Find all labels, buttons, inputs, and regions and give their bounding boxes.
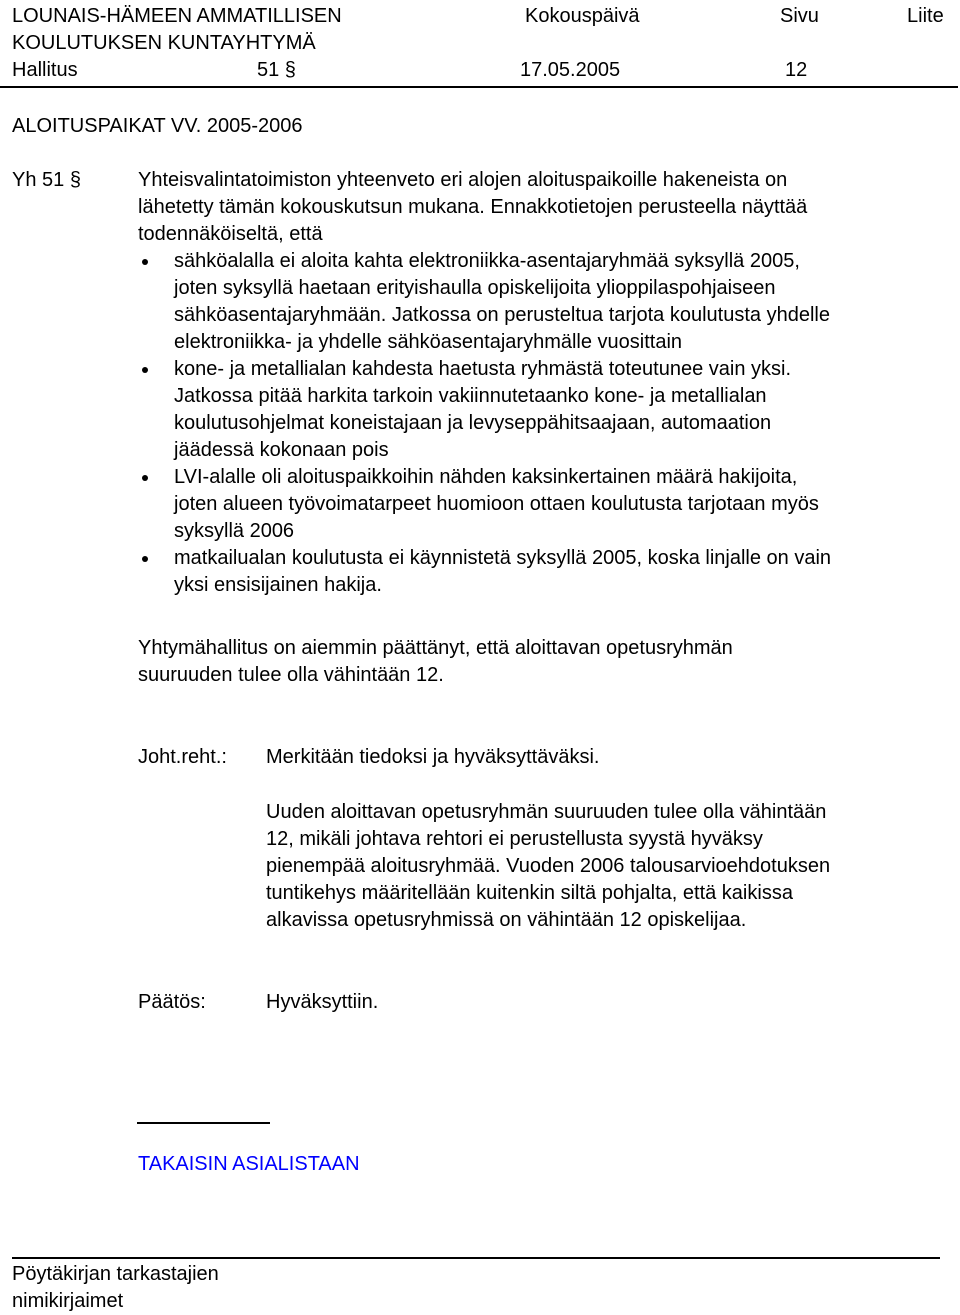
text-line: Yhtymähallitus on aiemmin päättänyt, että aloittavan opetusryhmän [138,637,733,659]
proposal-text: Merkitään tiedoksi ja hyväksyttäväksi. [266,746,600,768]
text-line: lähetetty tämän kokouskutsun mukana. Ennakkotietojen perusteella näyttää [138,196,808,218]
text-line: koulutusohjelmat koneistajaan ja levyseppähitsaajaan, automaation [174,412,772,434]
list-item [138,248,831,356]
text-line: tuntikehys määritellään kuitenkin siltä pohjalta, että kaikissa [266,882,793,904]
bullet-icon [142,259,148,265]
text-line: elektroniikka- ja yhdelle sähköasentajaryhmälle vuosittain [174,331,683,353]
text-line: yksi ensisijainen hakija. [174,574,382,596]
decision-label: Päätös: [138,991,206,1013]
text-line: Uuden aloittavan opetusryhmän suuruuden tulee olla vähintään [266,801,827,823]
list-item [138,545,831,599]
org-name-line2: KOULUTUKSEN KUNTAYHTYMÄ [12,32,316,54]
text-line: LVI-alalle oli aloituspaikkoihin nähden kaksinkertainen määrä hakijoita, [174,466,798,488]
text-line: Yhteisvalintatoimiston yhteenveto eri alojen aloituspaikoille hakeneista on [138,169,788,191]
governing-body: Hallitus [12,59,78,81]
proposal-label: Joht.reht.: [138,746,227,768]
text-line: joten alueen työvoimatarpeet huomioon ottaen koulutusta tarjotaan myös [174,493,819,515]
bullet-icon [142,556,148,562]
org-name-line1: LOUNAIS-HÄMEEN AMMATILLISEN [12,5,342,27]
page-label: Sivu [780,5,819,27]
forecast-list [138,248,831,599]
bullet-icon [142,367,148,373]
text-line: 12, mikäli johtava rehtori ei perustellusta syystä hyväksy [266,828,763,850]
footer-line1: Pöytäkirjan tarkastajien [12,1263,219,1285]
footer-rule [12,1257,940,1259]
section-reference: Yh 51 § [12,169,81,191]
text-line: alkavissa opetusryhmissä on vähintään 12 opiskelijaa. [266,909,747,931]
proposal-detail-paragraph [266,799,830,934]
meeting-date-label: Kokouspäivä [525,5,640,27]
text-line: pienempää aloitusryhmää. Vuoden 2006 talousarvioehdotuksen [266,855,831,877]
text-line: suuruuden tulee olla vähintään 12. [138,664,444,686]
text-line: kone- ja metallialan kahdesta haetusta ryhmästä toteutunee vain yksi. [174,358,792,380]
document-title: ALOITUSPAIKAT VV. 2005-2006 [12,115,303,137]
text-line: joten syksyllä haetaan erityishaulla opiskelijoita ylioppilaspohjaiseen [174,277,776,299]
back-to-agenda-link[interactable]: TAKAISIN ASIALISTAAN [138,1153,360,1175]
decision-text: Hyväksyttiin. [266,991,379,1013]
text-line: syksyllä 2006 [174,520,295,542]
text-line: Jatkossa pitää harkita tarkoin vakiinnutetaanko kone- ja metallialan [174,385,767,407]
text-line: sähköalalla ei aloita kahta elektroniikka-asentajaryhmää syksyllä 2005, [174,250,800,272]
text-line: jäädessä kokonaan pois [174,439,389,461]
list-item [138,464,831,545]
separator-line [137,1122,270,1124]
footer-line2: nimikirjaimet [12,1290,124,1312]
section-number: 51 § [257,59,296,81]
intro-paragraph [138,167,807,248]
text-line: todennäköiseltä, että [138,223,323,245]
text-line: matkailualan koulutusta ei käynnistetä syksyllä 2005, koska linjalle on vain [174,547,832,569]
page-number: 12 [785,59,808,81]
bullet-icon [142,475,148,481]
list-item [138,356,831,464]
text-line: sähköasentajaryhmään. Jatkossa on perusteltua tarjota koulutusta yhdelle [174,304,830,326]
prior-decision-paragraph [138,635,733,689]
meeting-date: 17.05.2005 [520,59,621,81]
header-rule [0,86,958,88]
appendix-label: Liite [907,5,944,27]
